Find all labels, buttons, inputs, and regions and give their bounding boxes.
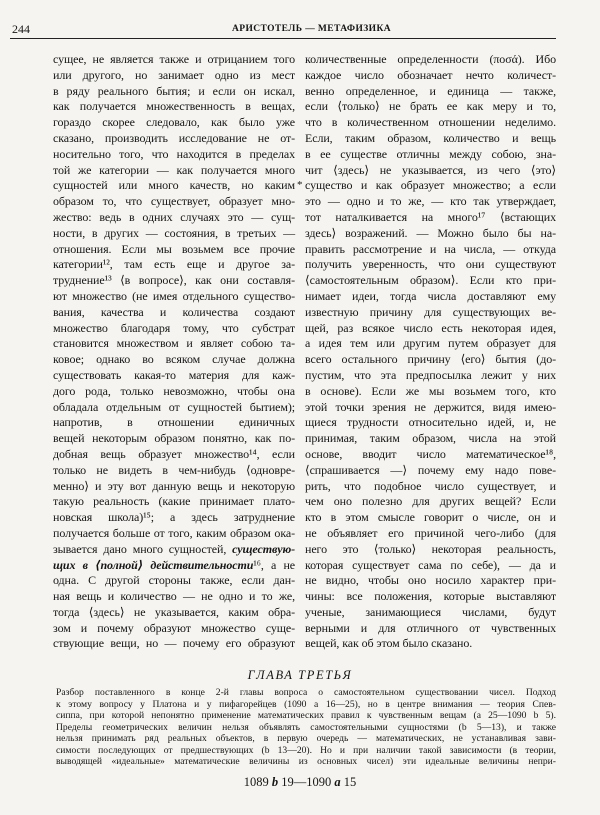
text-line: категории¹², там есть еще и другое за- [53,257,295,272]
text-line: той же категории — как получается много [53,162,295,177]
right-column [305,52,556,652]
text-line: тогда ⟨здесь⟩ не указывается, каким обра- [53,604,295,619]
text-line: становится множеством и являет собою та- [53,336,295,351]
summary-line: сиппа, при которой непонятно применение математических правил к чувственным вещам (a 25—1090 b 5). [56,710,556,721]
text-line [53,558,295,574]
text-line: чит ⟨здесь⟩ не указывается, из чего ⟨это⟩ [305,162,556,177]
reference-column-letter: a [334,775,341,789]
text-line: добная вещь образует множество¹⁴, если [53,446,295,461]
text-line: такую реальность (какие принимает плато- [53,494,295,509]
text-line: ная вещь и количество — не одно и то же, [53,589,295,604]
text-line: в ее существе отличны между собою, зна- [305,146,556,161]
text-line: или другого, но занимает одно из мест [53,67,295,82]
text-segment: зывается дано много сущностей, [53,541,233,556]
summary-line: нельзя принимать ряд реальных объектов, в первую очередь — математических, не устанавливая зави- [56,733,556,744]
text-line: всего остального причину ⟨его⟩ бытия (до- [305,352,556,367]
text-line: чем оно полезно для других вещей? Если [305,494,556,509]
text-line: рить, что подобное число существует, и [305,478,556,493]
text-line: верными и для отличного от чувственных [305,620,556,635]
text-line: ковое; однако во всяком случае должна [53,352,295,367]
text-line: венно определенное, и единица — также, [305,83,556,98]
chapter-heading: ГЛАВА ТРЕТЬЯ [247,668,353,682]
text-line: вания, качества и количества создают [53,304,295,319]
text-line: ⟨самостоятельным образом⟩. Если кто при- [305,273,556,288]
text-line: получить уверенность, что они существуют [305,257,556,272]
summary-line: выводящей «идеальные» математические величины из основных чисел) эти идеальные величины непри- [56,756,556,767]
text-line: сущее, не является также и отрицанием того [53,52,295,66]
text-line: напротив, в отношении единичных [53,415,295,430]
text-line: дого рода, только невозможно, чтобы она [53,383,295,398]
reference-part: 19—1090 [278,775,335,789]
page-number: 244 [12,22,30,36]
text-line: нимает идеи, тогда числа доставляют ему [305,288,556,303]
text-line: отношения. Если мы возьмем все прочие [53,241,295,256]
text-line: а идея тем или другим путем образует для [305,336,556,351]
text-line: зом и почему образуют множество суще- [53,620,295,635]
text-line: в основе). Если же мы возьмем того, кто [305,383,556,398]
text-line: него это ⟨только⟩ некоторая реальность, [305,541,556,556]
text-line: щиеся трудности относительно идей, и, не [305,415,556,430]
text-line: править рассмотрение и на числа, — откуда [305,241,556,256]
text-line: основе, вводит число математическое¹⁸, [305,446,556,461]
margin-asterisk: * [297,179,303,191]
text-line: которая существует сама по себе), — да и [305,557,556,572]
text-line: только не видеть в чем-нибудь ⟨одновре- [53,462,295,477]
text-line: если ⟨только⟩ не брать ее как меру и то, [305,99,556,114]
header-rule [10,38,556,39]
text-line: жество: ведь в одних случаях это — сущ- [53,209,295,224]
text-line: ⟨спрашивается —⟩ почему ему надо пове- [305,462,556,477]
line-reference [0,774,600,790]
text-line: труднение¹³ ⟨в вопросе⟩, как они составля- [53,273,295,288]
running-title: АРИСТОТЕЛЬ — МЕТАФИЗИКА [232,24,392,34]
text-line: этой точки зрения не держится, видя имею- [305,399,556,414]
summary-line: Пределы геометрических величин нельзя объявлять самостоятельными сущностями (b 5—13), и также [56,721,556,733]
text-line: как получается множественность в вещах, [53,99,295,114]
text-line: множество благодаря тому, что субстрат [53,320,295,335]
text-line: образом то, что существует, образует мно- [53,194,295,209]
left-column [53,52,295,652]
text-line: что в количественном отношении неделимо. [305,115,556,130]
text-line: существовать какая-то материя для каж- [53,367,295,382]
text-line: вещей некоторым образом понятно, как по- [53,431,295,446]
text-line: количественные определенности (ποσά). Ибо [305,52,556,66]
summary-line: Разбор поставленного в конце 2-й главы вопроса о самостоятельном существовании чисел. Подход [56,687,556,698]
text-line: тот наталкивается на много¹⁷ ⟨встающих [305,209,556,224]
text-line: Если, таким образом, количество и вещь [305,130,556,145]
emphasized-text: существую- [232,541,295,556]
text-line: менно⟩ и эту вот данную вещь и некоторую [53,478,295,493]
text-line: каждое число обозначает нечто количест- [305,67,556,82]
text-line: новская школа)¹⁵; а здесь затруднение [53,510,295,525]
reference-column-letter: b [271,775,279,789]
text-line: это — одно и то же, — кто так утверждает, [305,194,556,209]
text-line: вещей, как об этом было сказано. [305,636,473,651]
summary-line: к этому вопросу у Платона и у пифагорейцев (1090 a 16—25), но в центре внимания — теория Спев- [56,698,556,710]
text-line: ют множество (не имея отдельного существо- [53,288,295,303]
text-segment: ¹⁶, а не [253,557,295,572]
text-line: здесь⟩ возражений. — Можно было бы на- [305,225,556,240]
text-line: не видно, чтобы оно носило характер при- [305,573,556,588]
text-line: чины: все положения, которые выставляют [305,589,556,604]
text-line: щей, раз всякое число есть некоторая идея, [305,320,556,335]
text-line: известную причину для существующих ве- [305,304,556,319]
text-line: ствующие вещи, но — почему его образуют [53,636,295,651]
text-line: существо и как образует множество; а если [305,178,556,193]
chapter-summary [56,687,556,768]
reference-part: 15 [340,775,357,789]
text-line: сказано, производить исследование не от- [53,130,295,145]
emphasized-text: щих в ⟨полной⟩ действительности [53,557,254,572]
text-line: кто в этом смысле говорит о числе, он и [305,510,556,525]
summary-line: симости последующих от предшествующих (b 13—20). Но и при наличии такой зависимости (в теории, [56,744,556,756]
text-line: ности, в других — состояния, в третьих — [53,225,295,240]
text-line: обладала отдельным от сущностей бытием); [53,399,295,414]
text-line: гораздо скорее следовало, как было уже [53,115,295,130]
text-line: получается больше от того, каким образом ока- [53,525,295,540]
text-line: пустим, что эта предпосылка лежит у них [305,367,556,382]
text-line: носительно того, что находится в пределах [53,146,295,161]
text-line: ученые, занимающиеся числами, будут [305,604,556,619]
text-line: одна. С другой стороны также, если дан- [53,573,295,588]
reference-part: 1089 [243,775,272,789]
text-line: сущностей или много качеств, но каким [53,178,295,193]
text-line: не объявляет его причиной чего-либо (для [305,525,556,540]
text-line: в ряду реального бытия; и если он искал, [53,83,295,98]
text-line: принимая, таким образом, числа на этой [305,431,556,446]
text-line [53,542,295,558]
